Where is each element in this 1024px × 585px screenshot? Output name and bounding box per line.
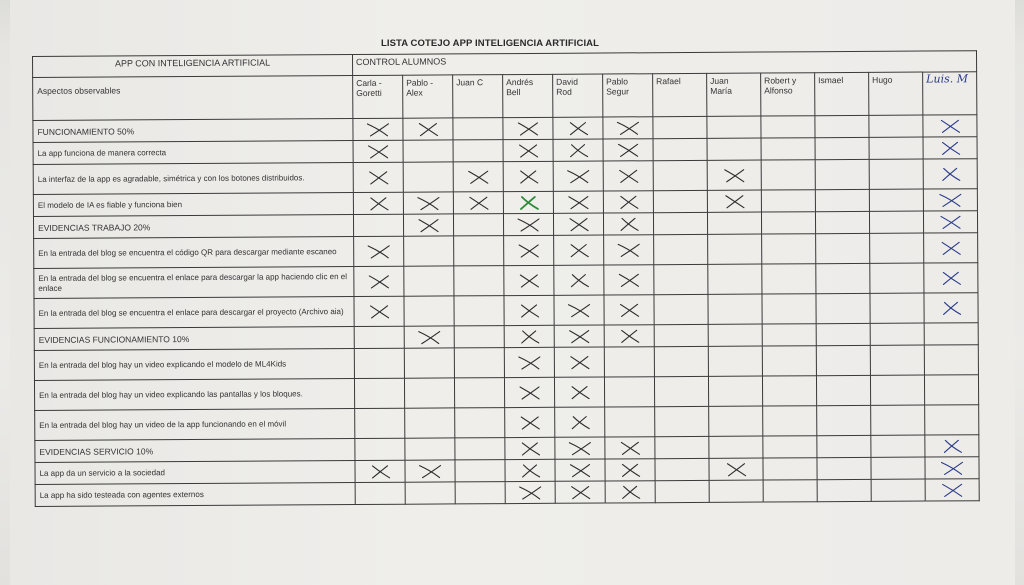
cross-mark	[517, 354, 541, 370]
mark-cell-9	[816, 345, 870, 375]
mark-cell-6	[654, 346, 708, 376]
mark-cell-10	[870, 323, 924, 345]
aspect-label: En la entrada del blog se encuentra el enlace para descargar el proyecto (Archivo aia)	[34, 297, 354, 329]
cross-mark	[568, 462, 592, 478]
mark-cell-10	[869, 159, 923, 189]
cross-mark	[940, 482, 964, 498]
mark-cell-0	[353, 214, 403, 236]
mark-cell-5	[605, 481, 655, 503]
mark-cell-5	[605, 437, 655, 459]
cross-mark	[516, 120, 540, 136]
mark-cell-1	[404, 326, 454, 348]
mark-cell-3	[505, 437, 555, 459]
cross-mark	[617, 242, 641, 258]
mark-cell-7	[709, 480, 763, 502]
mark-cell-7	[707, 160, 761, 190]
mark-cell-2	[455, 460, 505, 482]
checklist-body	[33, 115, 979, 507]
cross-mark	[416, 217, 440, 233]
mark-cell-6	[653, 190, 707, 212]
student-header-11: Luis. M	[923, 72, 977, 115]
mark-cell-11	[923, 137, 977, 159]
checklist-table	[32, 50, 980, 507]
cross-mark	[617, 272, 641, 288]
mark-cell-10	[869, 189, 923, 211]
cross-mark	[366, 121, 390, 137]
mark-cell-3	[503, 161, 553, 191]
mark-cell-1	[404, 236, 454, 266]
mark-cell-9	[815, 137, 869, 159]
cross-mark	[939, 300, 963, 316]
mark-cell-7	[708, 264, 762, 294]
student-header-0: Carla - Goretti	[353, 75, 403, 118]
app-header: APP CON INTELIGENCIA ARTIFICIAL	[33, 55, 353, 78]
mark-cell-3	[503, 191, 553, 213]
mark-cell-9	[816, 293, 870, 323]
mark-cell-6	[654, 376, 708, 406]
student-header-9: Ismael	[815, 72, 869, 115]
mark-cell-2	[454, 326, 504, 348]
mark-cell-3	[505, 407, 555, 437]
mark-cell-2	[455, 408, 505, 438]
mark-cell-0	[354, 348, 404, 378]
mark-cell-0	[353, 162, 403, 192]
mark-cell-0	[354, 266, 404, 296]
cross-mark	[616, 216, 640, 232]
mark-cell-0	[353, 140, 403, 162]
cross-mark	[938, 140, 962, 156]
mark-cell-9	[816, 375, 870, 405]
mark-cell-3	[505, 481, 555, 503]
cross-mark	[518, 384, 542, 400]
mark-cell-11	[925, 479, 979, 501]
mark-cell-3	[503, 117, 553, 139]
cross-mark	[940, 460, 964, 476]
mark-cell-2	[454, 348, 504, 378]
mark-cell-2	[453, 118, 503, 140]
cross-mark	[722, 167, 746, 183]
mark-cell-6	[655, 436, 709, 458]
cross-mark	[568, 484, 592, 500]
mark-cell-6	[655, 458, 709, 480]
mark-cell-0	[354, 296, 404, 326]
mark-cell-4	[553, 191, 603, 213]
mark-cell-8	[762, 324, 816, 346]
cross-mark	[940, 438, 964, 454]
mark-cell-4	[553, 117, 603, 139]
mark-cell-7	[708, 234, 762, 264]
cross-mark	[568, 414, 592, 430]
mark-cell-1	[404, 296, 454, 326]
cross-mark	[518, 484, 542, 500]
cross-mark	[618, 484, 642, 500]
cross-mark	[466, 169, 490, 185]
mark-cell-5	[603, 191, 653, 213]
mark-cell-2	[454, 296, 504, 326]
mark-cell-8	[762, 234, 816, 264]
mark-cell-5	[604, 235, 654, 265]
mark-cell-6	[655, 480, 709, 502]
document-title: LISTA COTEJO APP INTELIGENCIA ARTIFICIAL	[380, 38, 600, 49]
mark-cell-1	[405, 408, 455, 438]
mark-cell-3	[504, 377, 554, 407]
student-header-7: Juan María	[707, 73, 761, 116]
mark-cell-4	[554, 347, 604, 377]
aspect-label: La app da un servicio a la sociedad	[35, 461, 355, 485]
mark-cell-8	[761, 190, 815, 212]
cross-mark	[367, 243, 391, 259]
mark-cell-9	[815, 115, 869, 137]
mark-cell-7	[707, 212, 761, 234]
aspect-label: La app ha sido testeada con agentes externos	[35, 483, 355, 507]
mark-cell-9	[817, 457, 871, 479]
mark-cell-2	[455, 482, 505, 504]
student-header-4: David Rod	[553, 74, 603, 117]
aspect-label: La interfaz de la app es agradable, simétrica y con los botones distribuidos.	[33, 163, 353, 195]
student-header-1: Pablo - Alex	[403, 75, 453, 118]
mark-cell-6	[655, 406, 709, 436]
mark-cell-3	[503, 213, 553, 235]
aspect-label: El modelo de IA es fiable y funciona bien	[33, 193, 353, 217]
cross-mark	[567, 328, 591, 344]
mark-cell-1	[403, 214, 453, 236]
cross-mark	[518, 440, 542, 456]
cross-mark	[368, 463, 392, 479]
student-header-2: Juan C	[453, 75, 503, 118]
mark-cell-8	[762, 294, 816, 324]
cross-mark	[518, 462, 542, 478]
mark-cell-9	[817, 405, 871, 435]
cross-mark	[938, 118, 962, 134]
cross-mark	[518, 414, 542, 430]
mark-cell-6	[653, 116, 707, 138]
mark-cell-5	[603, 213, 653, 235]
mark-cell-1	[403, 118, 453, 140]
mark-cell-8	[762, 264, 816, 294]
mark-cell-11	[923, 115, 977, 137]
mark-cell-9	[817, 479, 871, 501]
aspect-label: FUNCIONAMIENTO 50%	[33, 119, 353, 143]
mark-cell-4	[553, 139, 603, 161]
cross-mark	[418, 463, 442, 479]
cross-mark	[516, 142, 540, 158]
mark-cell-2	[453, 162, 503, 192]
mark-cell-5	[604, 295, 654, 325]
mark-cell-5	[605, 407, 655, 437]
mark-cell-4	[553, 213, 603, 235]
mark-cell-7	[707, 190, 761, 212]
mark-cell-7	[708, 324, 762, 346]
mark-cell-3	[504, 295, 554, 325]
student-header-8: Robert y Alfonso	[761, 73, 815, 116]
cross-mark	[938, 192, 962, 208]
cross-mark	[367, 273, 391, 289]
cross-mark	[517, 272, 541, 288]
mark-cell-8	[761, 138, 815, 160]
mark-cell-4	[553, 161, 603, 191]
mark-cell-5	[605, 459, 655, 481]
mark-cell-2	[454, 266, 504, 296]
aspect-label: La app funciona de manera correcta	[33, 141, 353, 165]
mark-cell-0	[355, 438, 405, 460]
student-header-6: Rafael	[653, 73, 707, 116]
mark-cell-11	[924, 233, 978, 263]
cross-mark	[616, 194, 640, 210]
cross-mark	[566, 216, 590, 232]
mark-cell-11	[925, 457, 979, 479]
mark-cell-10	[870, 293, 924, 323]
mark-cell-10	[869, 115, 923, 137]
mark-cell-11	[923, 159, 977, 189]
cross-mark	[367, 303, 391, 319]
cross-mark	[566, 120, 590, 136]
mark-cell-0	[355, 408, 405, 438]
mark-cell-8	[762, 346, 816, 376]
cross-mark	[616, 120, 640, 136]
cross-mark	[618, 462, 642, 478]
cross-mark	[566, 194, 590, 210]
cross-mark	[617, 328, 641, 344]
cross-mark	[567, 354, 591, 370]
mark-cell-1	[403, 192, 453, 214]
mark-cell-3	[504, 347, 554, 377]
mark-cell-1	[404, 348, 454, 378]
cross-mark	[517, 328, 541, 344]
aspect-label: EVIDENCIAS FUNCIONAMIENTO 10%	[34, 327, 354, 351]
mark-cell-10	[870, 233, 924, 263]
cross-mark	[939, 240, 963, 256]
cross-mark	[568, 384, 592, 400]
mark-cell-5	[604, 347, 654, 377]
mark-cell-4	[554, 295, 604, 325]
mark-cell-7	[709, 406, 763, 436]
mark-cell-10	[869, 137, 923, 159]
cross-mark	[516, 216, 540, 232]
mark-cell-7	[707, 138, 761, 160]
mark-cell-4	[555, 437, 605, 459]
cross-mark	[416, 121, 440, 137]
mark-cell-6	[654, 234, 708, 264]
mark-cell-7	[708, 376, 762, 406]
mark-cell-5	[604, 325, 654, 347]
mark-cell-9	[817, 435, 871, 457]
mark-cell-0	[354, 378, 404, 408]
mark-cell-1	[403, 162, 453, 192]
aspect-label: En la entrada del blog hay un video explicando el modelo de ML4Kids	[34, 349, 354, 381]
mark-cell-5	[604, 265, 654, 295]
mark-cell-11	[924, 345, 978, 375]
cross-mark	[517, 302, 541, 318]
mark-cell-5	[604, 377, 654, 407]
mark-cell-7	[709, 436, 763, 458]
mark-cell-10	[870, 375, 924, 405]
aspect-label: EVIDENCIAS TRABAJO 20%	[33, 215, 353, 239]
mark-cell-6	[653, 160, 707, 190]
cross-mark	[722, 193, 746, 209]
mark-cell-4	[555, 407, 605, 437]
student-header-5: Pablo Segur	[603, 74, 653, 117]
cross-mark	[567, 302, 591, 318]
mark-cell-3	[504, 265, 554, 295]
mark-cell-8	[761, 212, 815, 234]
mark-cell-10	[871, 405, 925, 435]
cross-mark	[466, 195, 490, 211]
mark-cell-7	[708, 346, 762, 376]
mark-cell-0	[355, 482, 405, 504]
mark-cell-11	[924, 323, 978, 345]
cross-mark	[416, 195, 440, 211]
control-header: CONTROL ALUMNOS	[352, 51, 976, 76]
cross-mark	[517, 242, 541, 258]
mark-cell-1	[405, 482, 455, 504]
mark-cell-1	[405, 438, 455, 460]
aspect-label: En la entrada del blog se encuentra el código QR para descargar mediante escaneo	[34, 237, 354, 269]
mark-cell-5	[603, 117, 653, 139]
mark-cell-8	[762, 376, 816, 406]
cross-mark	[566, 142, 590, 158]
mark-cell-4	[555, 459, 605, 481]
cross-mark	[566, 168, 590, 184]
mark-cell-2	[453, 214, 503, 236]
mark-cell-0	[353, 118, 403, 140]
cross-mark	[366, 195, 390, 211]
mark-cell-1	[405, 460, 455, 482]
mark-cell-9	[816, 263, 870, 293]
mark-cell-11	[923, 211, 977, 233]
mark-cell-9	[816, 233, 870, 263]
aspect-label: EVIDENCIAS SERVICIO 10%	[35, 439, 355, 463]
mark-cell-8	[763, 406, 817, 436]
mark-cell-11	[924, 263, 978, 293]
cross-mark	[616, 142, 640, 158]
mark-cell-8	[763, 436, 817, 458]
mark-cell-10	[870, 345, 924, 375]
mark-cell-9	[816, 323, 870, 345]
cross-mark	[567, 242, 591, 258]
mark-cell-3	[504, 235, 554, 265]
cross-mark	[724, 461, 748, 477]
mark-cell-11	[923, 189, 977, 211]
cross-mark	[618, 440, 642, 456]
mark-cell-4	[554, 377, 604, 407]
mark-cell-5	[603, 139, 653, 161]
mark-cell-1	[404, 378, 454, 408]
mark-cell-6	[653, 138, 707, 160]
mark-cell-1	[404, 266, 454, 296]
cross-mark	[366, 143, 390, 159]
mark-cell-8	[761, 160, 815, 190]
mark-cell-10	[870, 263, 924, 293]
aspect-label: En la entrada del blog hay un video de la app funcionando en el móvil	[35, 409, 355, 441]
mark-cell-11	[925, 435, 979, 457]
cross-mark	[938, 166, 962, 182]
mark-cell-4	[554, 325, 604, 347]
mark-cell-5	[603, 161, 653, 191]
cross-mark	[516, 168, 540, 184]
mark-cell-3	[505, 459, 555, 481]
mark-cell-6	[653, 212, 707, 234]
mark-cell-7	[707, 116, 761, 138]
mark-cell-9	[815, 211, 869, 233]
cross-mark	[417, 329, 441, 345]
mark-cell-3	[504, 325, 554, 347]
cross-mark	[617, 302, 641, 318]
mark-cell-2	[453, 140, 503, 162]
mark-cell-2	[453, 192, 503, 214]
mark-cell-6	[654, 324, 708, 346]
mark-cell-11	[925, 405, 979, 435]
student-header-3: Andrés Bell	[503, 74, 553, 117]
mark-cell-4	[554, 265, 604, 295]
mark-cell-7	[708, 294, 762, 324]
mark-cell-0	[355, 460, 405, 482]
mark-cell-11	[924, 375, 978, 405]
student-header-row	[33, 72, 977, 121]
mark-cell-2	[454, 378, 504, 408]
mark-cell-4	[554, 235, 604, 265]
mark-cell-4	[555, 481, 605, 503]
mark-cell-10	[871, 457, 925, 479]
mark-cell-8	[761, 116, 815, 138]
cross-mark	[616, 168, 640, 184]
mark-cell-6	[654, 294, 708, 324]
mark-cell-9	[815, 189, 869, 211]
mark-cell-6	[654, 264, 708, 294]
mark-cell-11	[924, 293, 978, 323]
mark-cell-0	[354, 236, 404, 266]
mark-cell-10	[871, 479, 925, 501]
aspect-label: En la entrada del blog hay un video explicando las pantallas y los bloques.	[34, 379, 354, 411]
mark-cell-9	[815, 159, 869, 189]
cross-mark	[939, 270, 963, 286]
mark-cell-8	[763, 458, 817, 480]
mark-cell-0	[353, 192, 403, 214]
cross-mark	[939, 214, 963, 230]
mark-cell-7	[709, 458, 763, 480]
student-header-10: Hugo	[869, 72, 923, 115]
cross-mark	[567, 272, 591, 288]
mark-cell-2	[455, 438, 505, 460]
cross-mark	[568, 440, 592, 456]
mark-cell-0	[354, 326, 404, 348]
mark-cell-3	[503, 139, 553, 161]
mark-cell-1	[403, 140, 453, 162]
cross-mark	[366, 169, 390, 185]
mark-cell-2	[454, 236, 504, 266]
mark-cell-10	[869, 211, 923, 233]
green-cross-mark	[516, 194, 540, 210]
checklist-sheet	[32, 50, 979, 502]
aspects-header: Aspectos observables	[33, 76, 353, 121]
mark-cell-8	[763, 480, 817, 502]
aspect-label: En la entrada del blog se encuentra el enlace para descargar la app haciendo clic en el enlace	[34, 267, 354, 299]
mark-cell-10	[871, 435, 925, 457]
